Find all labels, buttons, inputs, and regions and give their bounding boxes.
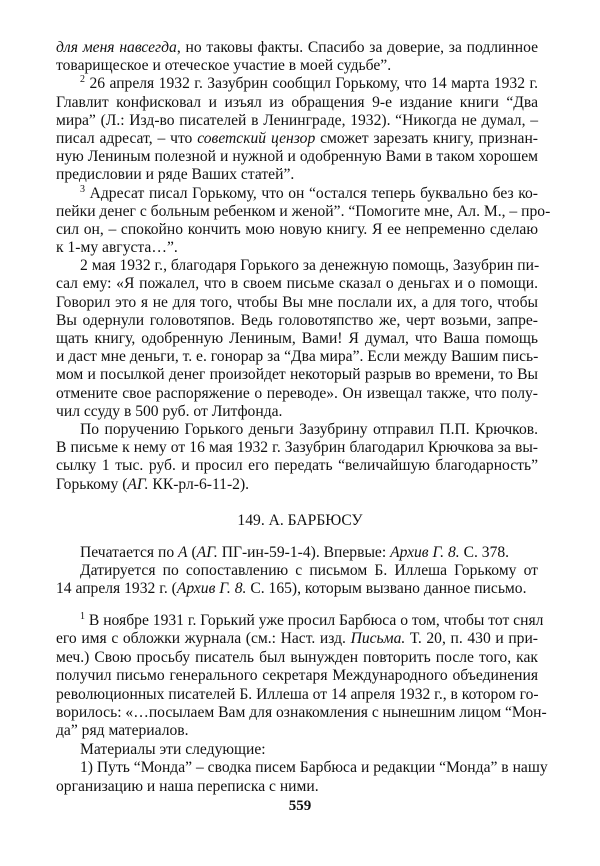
text-line [56, 611, 544, 630]
text-run: товарищеское и отеческое участие в моей судьбе”. [56, 57, 392, 75]
text-line [56, 185, 538, 203]
text-line [56, 130, 538, 148]
notes-letter-148 [56, 39, 551, 494]
text-line [56, 722, 538, 740]
text-run: меч.) Свою просьбу писатель был вынужден повторить после того, как [56, 648, 538, 666]
text-run: да” ряд материалов. [56, 722, 189, 740]
text-run: 2 мая 1932 г., благодаря Горького за денежную помощь, Зазубрин пи- [80, 257, 540, 275]
text-run: Говорил это я не для того, чтобы Вы мне послали их, а для того, чтобы [56, 293, 538, 311]
text-run: Главлит конфисковал и изъял из обращения 9-е издание книги “Два [56, 93, 538, 111]
text-line [56, 686, 538, 704]
italic-text-run: советский цензор [197, 129, 316, 147]
text-run: мом и посылкой денег произойдет некоторый разрыв во времени, то Вы [56, 366, 538, 384]
text-run: Горькому ( [56, 475, 128, 493]
text-run: сал ему: «Я пожалел, что в своем письме сказал о деньгах и о помощи. [56, 275, 538, 293]
italic-text-run: Письма. [350, 630, 406, 648]
text-run: Датируется по сопоставлению с письмом Б. Иллеша Горькому от [80, 562, 538, 580]
text-line [56, 275, 538, 293]
text-run: получил письмо генерального секретаря Международного объединения [56, 667, 538, 685]
text-run: Адресат писал Горькому, что он “остался теперь буквально без ко- [85, 184, 538, 202]
text-line [56, 202, 551, 221]
text-run: С. 165), которым вызвано данное письмо. [246, 580, 527, 598]
text-line [56, 544, 538, 562]
text-run: его имя с обложки журнала (см.: Наст. изд. [56, 630, 351, 648]
text-line [56, 476, 538, 494]
text-line [56, 630, 538, 648]
text-line [56, 330, 538, 348]
text-line [56, 257, 538, 275]
text-line [56, 239, 538, 257]
italic-text-run: Архив Г. 8. [390, 544, 460, 561]
text-run: ную Лениным полезной и нужной и одобренную Вами в таком хорошем [56, 148, 538, 166]
text-run: Печатается по [80, 544, 179, 561]
text-run: Т. 20, п. 430 и при- [405, 630, 538, 648]
text-run: отмените свое распоряжение о переводе». Он извещал также, что полу- [56, 384, 538, 402]
text-line [56, 75, 538, 93]
text-line [56, 421, 538, 439]
text-run: пейки денег с больным ребенком и женой”. “Помогите мне, Ал. М., – про- [56, 202, 551, 220]
text-run: Материалы эти следующие: [80, 740, 266, 758]
paragraph [56, 759, 548, 796]
text-run: ПГ-ин-59-1-4). Впервые: [217, 544, 391, 561]
text-line [56, 312, 538, 330]
footnote-marker: 1 [80, 611, 85, 622]
paragraph [56, 544, 538, 562]
text-line [56, 667, 538, 685]
text-line [56, 580, 538, 598]
italic-text-run: АГ. [127, 475, 149, 493]
text-run: ( [187, 544, 197, 561]
text-run: , но таковы факты. Спасибо за доверие, за подлинное [176, 39, 538, 56]
paragraph [56, 611, 547, 741]
text-run: В ноябре 1931 г. Горький уже просил Барбюса о том, чтобы тот снял [85, 612, 544, 629]
text-run: С. 378. [459, 544, 510, 561]
text-line [56, 778, 538, 796]
text-line [56, 166, 538, 184]
text-line [56, 294, 538, 312]
text-run: щать книгу, одобренную Лениным, Вами! Я думал, что Ваша помощь [56, 330, 538, 347]
text-run: предисловии и ряде Ваших статей”. [56, 166, 295, 184]
text-line [56, 649, 538, 667]
italic-text-run: для меня навсегда [56, 39, 177, 56]
text-line [56, 403, 538, 421]
paragraph [56, 741, 538, 759]
paragraph [56, 75, 538, 184]
paragraph [56, 183, 551, 258]
text-run: организацию и наша переписка с ними. [56, 777, 319, 795]
text-line [56, 94, 538, 112]
text-run: ворилось: «…посылаем Вам для ознакомления с нынешним лицом “Мон- [56, 703, 547, 721]
text-run: 14 апреля 1932 г. ( [56, 580, 177, 598]
footnote-marker: 3 [80, 183, 85, 195]
italic-text-run: А [178, 544, 188, 561]
text-run: мира” (Л.: Изд-во писателей в Ленинграде, 1932). “Никогда не думал, – [56, 111, 538, 129]
footnote-marker: 2 [80, 74, 85, 86]
text-run: По поручению Горького деньги Зазубрину отправил П.П. Крючков. [80, 420, 538, 438]
italic-text-run: АГ. [196, 544, 218, 561]
text-run: и даст мне деньги, т. е. гонорар за “Два мира”. Если между Вашим пись- [56, 348, 539, 366]
text-line [56, 39, 538, 57]
text-run: сможет зарезать книгу, признан- [315, 129, 538, 147]
text-run: КК-рл-6-11-2). [148, 475, 250, 493]
text-line [56, 457, 538, 475]
text-line [56, 57, 538, 75]
text-line [56, 148, 538, 166]
text-line [56, 112, 538, 130]
paragraph [56, 562, 538, 598]
letter-149-notes [56, 611, 548, 796]
text-run: 26 апреля 1932 г. Зазубрин сообщил Горькому, что 14 марта 1932 г. [85, 75, 538, 93]
text-line [56, 439, 538, 457]
text-line [56, 348, 538, 366]
text-line [56, 759, 548, 777]
italic-text-run: Архив Г. 8. [176, 580, 247, 598]
text-run: чил ссуду в 500 руб. от Литфонда. [56, 402, 283, 420]
letter-149-source [56, 544, 538, 599]
paragraph [56, 257, 538, 421]
text-run: сил он, – спокойно кончить мою новую книгу. Я ее непременно сделаю [56, 220, 538, 238]
text-run: сылку 1 тыс. руб. и просил его передать “величайшую благодарность” [56, 457, 538, 475]
page-number: 559 [288, 798, 312, 814]
text-line [56, 366, 538, 384]
paragraph [56, 39, 538, 75]
section-heading: 149. А. БАРБЮСУ [237, 512, 363, 529]
text-line [56, 221, 538, 239]
text-line [56, 703, 547, 722]
text-run: Вы одернули головотяпов. Ведь головотяпство же, черт возьми, запре- [56, 311, 538, 329]
text-run: 1) Путь “Монда” – сводка писем Барбюса и редакции “Монда” в нашу [80, 759, 548, 777]
text-line [56, 562, 538, 580]
text-run: революционных писателей Б. Иллеша от 14 апреля 1932 г., в котором го- [56, 685, 539, 703]
paragraph [56, 421, 538, 494]
text-line [56, 385, 538, 403]
text-run: к 1-му августа…”. [56, 239, 178, 257]
text-line [56, 741, 538, 759]
text-run: В письме к нему от 16 мая 1932 г. Зазубрин благодарил Крючкова за вы- [56, 439, 538, 457]
text-run: писал адресат, – что [56, 129, 198, 147]
